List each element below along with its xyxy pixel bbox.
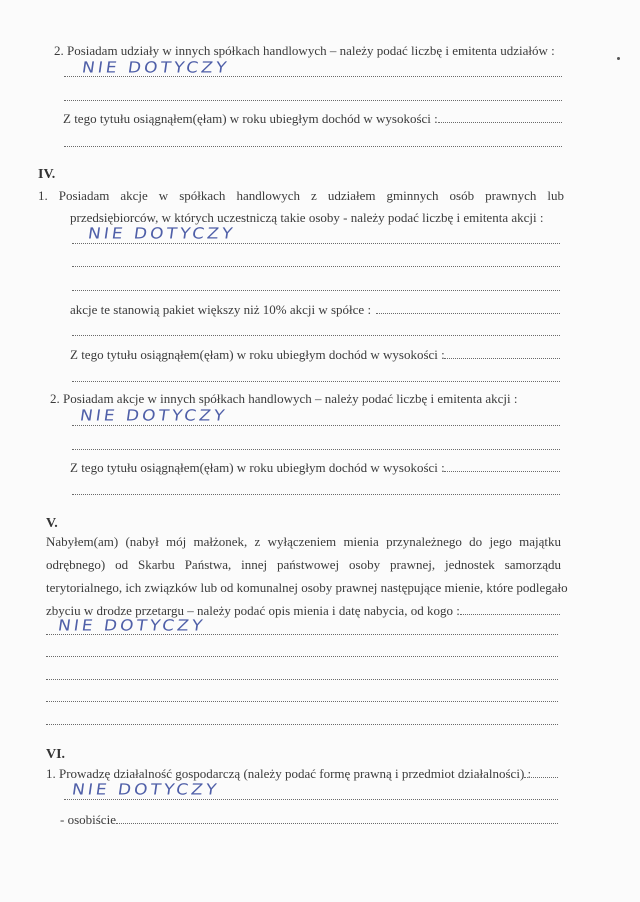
fill-line — [46, 655, 558, 657]
fill-line — [72, 380, 560, 382]
fill-line — [460, 613, 560, 615]
fill-line — [72, 289, 560, 291]
section6-item1-text: 1. Prowadzę działalność gospodarczą (należy podać formę prawną i przedmiot działalności) : — [46, 766, 532, 781]
section6-personal-text: - osobiście — [60, 812, 116, 827]
section3-item2-text: 2. Posiadam udziały w innych spółkach handlowych – należy podać liczbę i emitenta udziałów : — [54, 43, 555, 58]
section3-income-text: Z tego tytułu osiągnąłem(ęłam) w roku ubiegłym dochód w wysokości : — [63, 111, 438, 126]
handwritten-not-applicable: NIE DOTYCZY — [78, 407, 229, 425]
handwritten-not-applicable: NIE DOTYCZY — [80, 59, 231, 77]
fill-line — [524, 776, 558, 778]
section4-income2-text: Z tego tytułu osiągnąłem(ęłam) w roku ubiegłym dochód w wysokości : — [70, 460, 445, 475]
fill-line — [64, 75, 562, 77]
section5-line4: zbyciu w drodze przetargu – należy podać opis mienia i datę nabycia, od kogo : — [46, 603, 460, 618]
fill-line — [444, 470, 560, 472]
section5-line1: Nabyłem(am) (nabył mój małżonek, z wyłączeniem mienia przynależnego do jego majątku — [46, 534, 561, 549]
section5-heading: V. — [46, 516, 58, 531]
fill-line — [46, 723, 558, 725]
fill-line — [72, 265, 560, 267]
fill-line — [46, 700, 558, 702]
fill-line — [376, 312, 560, 314]
fill-line — [444, 357, 560, 359]
fill-line — [72, 334, 560, 336]
fill-line — [64, 145, 562, 147]
fill-line — [438, 121, 562, 123]
section4-over10-text: akcje te stanowią pakiet większy niż 10% akcji w spółce : — [70, 302, 372, 317]
section5-line3: terytorialnego, ich związków lub od komunalnej osoby prawnej następujące mienie, które podlegało — [46, 580, 568, 595]
section4-item2-text: 2. Posiadam akcje w innych spółkach handlowych – należy podać liczbę i emitenta akcji : — [50, 391, 518, 406]
fill-line — [72, 448, 560, 450]
handwritten-not-applicable: NIE DOTYCZY — [86, 225, 237, 243]
section4-item1-line2: przedsiębiorców, w których uczestniczą takie osoby - należy podać liczbę i emitenta akcji : — [70, 210, 544, 225]
section4-item1-line1: 1. Posiadam akcje w spółkach handlowych z udziałem gminnych osób prawnych lub — [38, 188, 564, 203]
handwritten-not-applicable: NIE DOTYCZY — [70, 781, 221, 799]
ink-spot — [617, 57, 620, 60]
fill-line — [46, 633, 558, 635]
section6-heading: VI. — [46, 747, 66, 762]
fill-line — [116, 822, 558, 824]
section5-line2: odrębnego) od Skarbu Państwa, innej państwowej osoby prawnej, jednostek samorządu — [46, 557, 561, 572]
fill-line — [46, 678, 558, 680]
fill-line — [64, 99, 562, 101]
section4-heading: IV. — [38, 167, 56, 182]
section4-income1-text: Z tego tytułu osiągnąłem(ęłam) w roku ubiegłym dochód w wysokości : — [70, 347, 445, 362]
fill-line — [72, 424, 560, 426]
handwritten-not-applicable: NIE DOTYCZY — [56, 617, 207, 635]
fill-line — [64, 798, 558, 800]
fill-line — [72, 493, 560, 495]
fill-line — [72, 242, 560, 244]
